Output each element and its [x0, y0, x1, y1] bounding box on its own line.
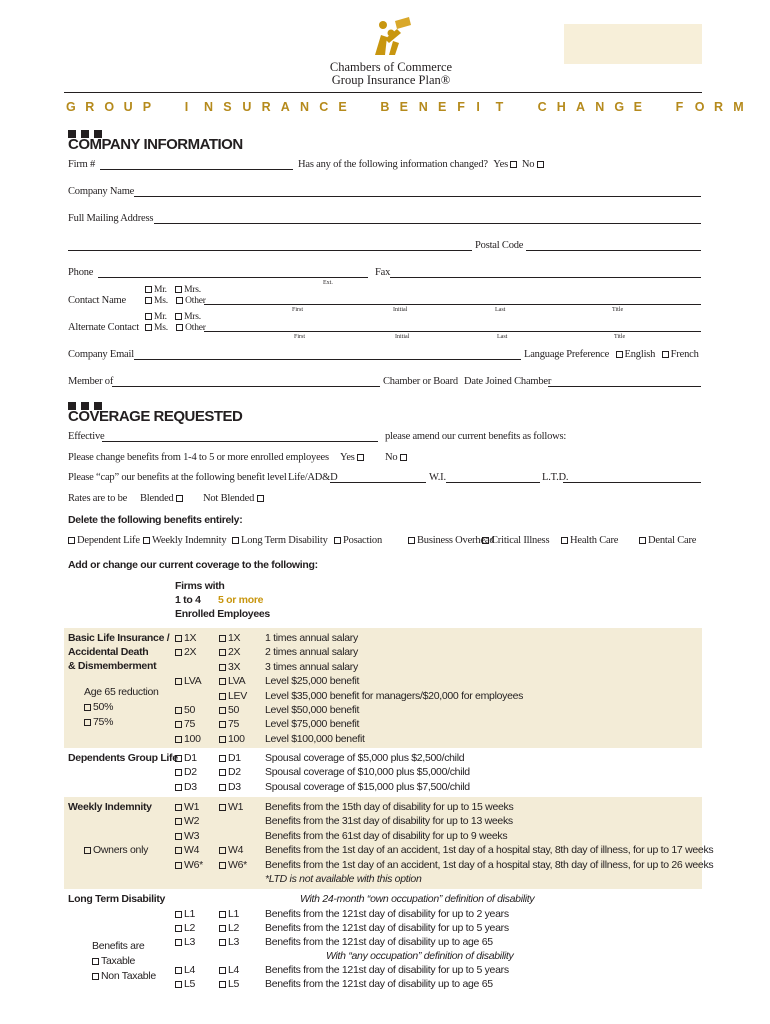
taxable: Taxable	[92, 955, 135, 967]
option-description: Benefits from the 121st day of disability up to age 65	[265, 936, 493, 948]
title-letter: F	[675, 100, 684, 114]
chamber-board-label: Chamber or Board	[383, 376, 458, 387]
option-checkbox[interactable]	[175, 911, 182, 918]
ltd-label: Long Term Disability	[68, 893, 166, 905]
change-no-checkbox[interactable]	[400, 454, 407, 461]
option: W6*	[219, 859, 247, 871]
option: W4	[219, 844, 243, 856]
email-label: Company Email	[68, 349, 134, 360]
option: L2	[175, 922, 195, 934]
french-checkbox[interactable]	[662, 351, 669, 358]
option: 100	[219, 733, 245, 745]
alt-contact-field[interactable]	[204, 331, 701, 332]
title-letter: S	[223, 100, 232, 114]
language-pref: Language Preference English French	[524, 349, 699, 360]
blended-checkbox[interactable]	[176, 495, 183, 502]
delete-item-checkbox[interactable]	[639, 537, 646, 544]
contact-other-checkbox[interactable]	[176, 297, 183, 304]
changed-yes-label: Yes	[493, 159, 508, 170]
alt-other-checkbox[interactable]	[176, 324, 183, 331]
title-letter: R	[714, 100, 724, 114]
option: 2X	[219, 646, 240, 658]
option-description: Benefits from the 15th day of disability for up to 15 weeks	[265, 801, 514, 813]
not-blended: Not Blended	[203, 493, 266, 504]
change-1-4-text: Please change benefits from 1-4 to 5 or more enrolled employees	[68, 452, 329, 463]
title-letter: F	[457, 100, 465, 114]
blended: Blended	[140, 493, 185, 504]
title-letter: G	[66, 100, 76, 114]
option-description: Level $35,000 benefit for managers/$20,000 for employees	[265, 689, 524, 702]
change-yes: Yes	[340, 452, 366, 463]
delete-item: Health Care	[561, 535, 618, 546]
cap-text: Please “cap” our benefits at the following benefit level	[68, 472, 287, 483]
basic-life-label-1: Basic Life Insurance /	[68, 632, 170, 644]
option: W3	[175, 830, 199, 842]
option: 2X	[175, 646, 196, 658]
delete-item: Dental Care	[639, 535, 696, 546]
basic-life-label-3: & Dismemberment	[68, 660, 157, 672]
add-heading: Add or change our current coverage to the following:	[68, 559, 318, 571]
logo-line-2: Group Insurance Plan®	[331, 73, 451, 87]
basic-life-label-2: Accidental Death	[68, 646, 149, 658]
dependents-label: Dependents Group Life	[68, 752, 178, 764]
ext-label: Ext.	[323, 280, 333, 286]
option: D1	[175, 752, 197, 764]
non-taxable-checkbox[interactable]	[92, 973, 99, 980]
delete-heading: Delete the following benefits entirely:	[68, 514, 243, 526]
option: D2	[219, 766, 241, 778]
firm-field[interactable]	[100, 169, 293, 170]
logo-line-1: Chambers of Commerce	[329, 60, 453, 74]
owners-only: Owners only	[84, 844, 148, 856]
option: L5	[219, 978, 239, 990]
company-name-field[interactable]	[134, 196, 701, 197]
contact-field[interactable]	[204, 304, 701, 305]
option-checkbox[interactable]	[219, 804, 226, 811]
title-letter: N	[300, 100, 310, 114]
option-checkbox[interactable]	[175, 833, 182, 840]
amend-text: please amend our current benefits as follows:	[385, 431, 567, 442]
company-heading: COMPANY INFORMATION	[68, 136, 243, 153]
phone-field[interactable]	[98, 277, 368, 278]
option-checkbox[interactable]	[175, 769, 182, 776]
alt-mrs-checkbox[interactable]	[175, 313, 182, 320]
option-checkbox[interactable]	[175, 847, 182, 854]
age65-50-checkbox[interactable]	[84, 704, 91, 711]
option-checkbox[interactable]	[175, 939, 182, 946]
option-description: Level $100,000 benefit	[265, 732, 365, 745]
option: 100	[175, 733, 201, 745]
english-checkbox[interactable]	[616, 351, 623, 358]
title-letter: E	[399, 100, 408, 114]
title-letter: N	[418, 100, 428, 114]
date-joined-label: Date Joined Chamber	[464, 376, 552, 387]
mailing-field[interactable]	[154, 223, 701, 224]
option-description: 3 times annual salary	[265, 660, 358, 673]
delete-item: Weekly Indemnity	[143, 535, 226, 546]
option: W4	[175, 844, 199, 856]
benefits-are: Benefits are	[92, 940, 145, 952]
contact-title-caption: Title	[612, 307, 624, 313]
contact-salutation-2: Ms. Other	[145, 296, 206, 306]
fax-field[interactable]	[390, 277, 701, 278]
option-checkbox[interactable]	[175, 721, 182, 728]
option-description: Benefits from the 1st day of an accident, 1st day of a hospital stay, 8th day of illness, for up to 17 weeks	[265, 844, 714, 857]
life-add-label: Life/AD&D	[288, 472, 338, 483]
postal-field[interactable]	[526, 250, 701, 251]
not-blended-checkbox[interactable]	[257, 495, 264, 502]
title-letter: R	[261, 100, 271, 114]
title-letter: H	[556, 100, 566, 114]
wi-field[interactable]	[446, 482, 540, 483]
contact-mr-checkbox[interactable]	[145, 286, 152, 293]
option-checkbox[interactable]	[219, 707, 226, 714]
coverage-heading: COVERAGE REQUESTED	[68, 408, 243, 425]
option: LVA	[175, 675, 201, 687]
option-checkbox[interactable]	[219, 693, 226, 700]
delete-item-checkbox[interactable]	[561, 537, 568, 544]
option-description: Level $50,000 benefit	[265, 704, 360, 716]
changed-no-label: No	[521, 159, 535, 170]
effective-field[interactable]	[102, 441, 378, 442]
change-no: No	[385, 452, 409, 463]
contact-label: Contact Name	[68, 295, 126, 306]
contact-last-caption: Last	[495, 307, 506, 313]
delete-item-checkbox[interactable]	[68, 537, 75, 544]
logo-mark-icon	[365, 15, 415, 59]
option-checkbox[interactable]	[219, 649, 226, 656]
title-letter: N	[595, 100, 605, 114]
delete-item: Dependent Life	[68, 535, 140, 546]
option-description: Benefits from the 1st day of an accident, 1st day of a hospital stay, 8th day of illness, for up to 26 weeks	[265, 858, 714, 871]
delete-item: Posaction	[334, 535, 382, 546]
option-description: Benefits from the 121st day of disability for up to 2 years	[265, 908, 509, 920]
option-checkbox[interactable]	[175, 862, 182, 869]
col-header-5: 5 or more	[218, 594, 264, 606]
option-description: Spousal coverage of $5,000 plus $2,500/child	[265, 752, 465, 764]
option-checkbox[interactable]	[175, 925, 182, 932]
option: 3X	[219, 661, 240, 673]
option-description: Level $25,000 benefit	[265, 675, 360, 688]
col-header-1-4: 1 to 4	[175, 594, 201, 606]
postal-label: Postal Code	[475, 240, 524, 251]
title-letter: M	[733, 100, 744, 114]
option-description: Benefits from the 31st day of disability for up to 13 weeks	[265, 815, 513, 828]
option-checkbox[interactable]	[219, 721, 226, 728]
option: L4	[219, 964, 239, 976]
contact-salutation-1: Mr. Mrs.	[145, 285, 201, 295]
own-occ-heading: With 24-month “own occupation” definition of disability	[300, 893, 535, 905]
firms-with: Firms with	[175, 580, 225, 592]
option-checkbox[interactable]	[219, 784, 226, 791]
mailing-label: Full Mailing Address	[68, 213, 154, 224]
option-description: 1 times annual salary	[265, 632, 358, 644]
date-joined-field[interactable]	[548, 386, 701, 387]
contact-initial-caption: Initial	[393, 307, 408, 313]
option-checkbox[interactable]	[175, 736, 182, 743]
rates-label: Rates are to be	[68, 493, 128, 504]
title-letter: T	[495, 100, 504, 114]
option-checkbox[interactable]	[175, 981, 182, 988]
option-checkbox[interactable]	[219, 769, 226, 776]
ltd-cap-label: L.T.D.	[542, 472, 569, 483]
alt-salutation-2: Ms. Other	[145, 323, 206, 333]
option: L3	[175, 936, 195, 948]
title-letter: E	[633, 100, 642, 114]
option: 75	[219, 718, 239, 730]
mailing-field-2[interactable]	[68, 250, 472, 251]
option: L2	[219, 922, 239, 934]
option: LVA	[219, 675, 245, 687]
title-letter: C	[537, 100, 547, 114]
option-checkbox[interactable]	[175, 784, 182, 791]
title-letter: P	[142, 100, 152, 114]
any-occ-heading: With “any occupation” definition of disability	[326, 950, 514, 962]
option-checkbox[interactable]	[175, 649, 182, 656]
title-letter: B	[380, 100, 390, 114]
delete-item-checkbox[interactable]	[482, 537, 489, 544]
phone-label: Phone	[68, 267, 94, 278]
top-rule	[64, 92, 702, 93]
option: 50	[219, 704, 239, 716]
alt-title-caption: Title	[614, 334, 626, 340]
title-letter: E	[338, 100, 347, 114]
weekly-note: *LTD is not available with this option	[265, 873, 422, 885]
owners-only-checkbox[interactable]	[84, 847, 91, 854]
option-checkbox[interactable]	[219, 925, 226, 932]
option-checkbox[interactable]	[219, 736, 226, 743]
basic-life-band	[64, 628, 702, 748]
life-add-field[interactable]	[330, 482, 426, 483]
option: D3	[175, 781, 197, 793]
option: 50	[175, 704, 195, 716]
changed-question: Has any of the following information changed? Yes No	[298, 159, 546, 170]
alt-salutation-1: Mr. Mrs.	[145, 312, 201, 322]
effective-label: Effective	[68, 431, 105, 442]
title-letter: R	[85, 100, 95, 114]
title-letter: A	[576, 100, 586, 114]
option: 1X	[219, 632, 240, 644]
taxable-checkbox[interactable]	[92, 958, 99, 965]
title-letter: E	[438, 100, 447, 114]
option: L1	[175, 908, 195, 920]
alt-mr-checkbox[interactable]	[145, 313, 152, 320]
weekly-label: Weekly Indemnity	[68, 801, 152, 813]
option: D1	[219, 752, 241, 764]
changed-yes-checkbox[interactable]	[510, 161, 517, 168]
contact-first-caption: First	[292, 307, 304, 313]
age65-50: 50%	[84, 701, 113, 713]
delete-item: Long Term Disability	[232, 535, 328, 546]
option-checkbox[interactable]	[219, 755, 226, 762]
option: 75	[175, 718, 195, 730]
title-letter: O	[104, 100, 115, 114]
title-letter: N	[204, 100, 214, 114]
age65-75-checkbox[interactable]	[84, 719, 91, 726]
option-checkbox[interactable]	[175, 678, 182, 685]
option-checkbox[interactable]	[175, 967, 182, 974]
member-field[interactable]	[112, 386, 380, 387]
member-label: Member of	[68, 376, 114, 387]
delete-item-checkbox[interactable]	[334, 537, 341, 544]
option-checkbox[interactable]	[219, 981, 226, 988]
title-letter: I	[476, 100, 480, 114]
enrolled-employees: Enrolled Employees	[175, 608, 270, 620]
option-description: Level $75,000 benefit	[265, 718, 360, 731]
changed-no-checkbox[interactable]	[537, 161, 544, 168]
option-checkbox[interactable]	[175, 804, 182, 811]
option-description: Spousal coverage of $15,000 plus $7,500/child	[265, 780, 470, 793]
alt-ms-checkbox[interactable]	[145, 324, 152, 331]
option-description: Spousal coverage of $10,000 plus $5,000/child	[265, 766, 470, 779]
ltd-cap-field[interactable]	[563, 482, 701, 483]
contact-mrs-checkbox[interactable]	[175, 286, 182, 293]
option-checkbox[interactable]	[219, 911, 226, 918]
option-checkbox[interactable]	[175, 755, 182, 762]
option-checkbox[interactable]	[219, 967, 226, 974]
delete-item-checkbox[interactable]	[408, 537, 415, 544]
option: D2	[175, 766, 197, 778]
logo-box	[564, 24, 702, 64]
title-letter: O	[694, 100, 705, 114]
contact-ms-checkbox[interactable]	[145, 297, 152, 304]
email-field[interactable]	[134, 359, 521, 360]
title-letter: I	[184, 100, 189, 114]
option-checkbox[interactable]	[219, 862, 226, 869]
option: W6*	[175, 859, 203, 871]
option-description: 2 times annual salary	[265, 646, 358, 659]
delete-item-checkbox[interactable]	[232, 537, 239, 544]
option-description: Benefits from the 121st day of disability up to age 65	[265, 978, 493, 990]
age65-75: 75%	[84, 716, 113, 728]
age65-label: Age 65 reduction	[84, 686, 159, 698]
option-checkbox[interactable]	[175, 707, 182, 714]
option-checkbox[interactable]	[219, 664, 226, 671]
alt-last-caption: Last	[497, 334, 508, 340]
non-taxable: Non Taxable	[92, 970, 156, 982]
option-checkbox[interactable]	[175, 818, 182, 825]
option: W1	[175, 801, 199, 813]
option: 1X	[175, 632, 196, 644]
delete-item-checkbox[interactable]	[143, 537, 150, 544]
option: D3	[219, 781, 241, 793]
option-checkbox[interactable]	[219, 678, 226, 685]
option: L5	[175, 978, 195, 990]
option-checkbox[interactable]	[219, 939, 226, 946]
change-yes-checkbox[interactable]	[357, 454, 364, 461]
firm-label: Firm #	[68, 159, 96, 170]
alt-contact-label: Alternate Contact	[68, 322, 139, 333]
option: L4	[175, 964, 195, 976]
title-letter: C	[319, 100, 329, 114]
wi-label: W.I.	[429, 472, 446, 483]
fax-label: Fax	[375, 267, 391, 278]
title-letter: U	[242, 100, 252, 114]
title-letter: U	[123, 100, 133, 114]
form-title	[66, 100, 744, 116]
delete-item: Business Overhead	[408, 535, 494, 546]
option-checkbox[interactable]	[175, 635, 182, 642]
option: LEV	[219, 690, 247, 702]
option-description: Benefits from the 121st day of disability for up to 5 years	[265, 964, 509, 976]
option-checkbox[interactable]	[219, 847, 226, 854]
option-description: Benefits from the 61st day of disability for up to 9 weeks	[265, 829, 508, 842]
alt-initial-caption: Initial	[395, 334, 410, 340]
title-letter: G	[614, 100, 625, 114]
company-name-label: Company Name	[68, 186, 135, 197]
option: L1	[219, 908, 239, 920]
option: W2	[175, 815, 199, 827]
alt-first-caption: First	[294, 334, 306, 340]
title-letter: A	[280, 100, 290, 114]
option: L3	[219, 936, 239, 948]
delete-item: Critical Illness	[482, 535, 549, 546]
option: W1	[219, 801, 243, 813]
option-description: Benefits from the 121st day of disability for up to 5 years	[265, 922, 509, 934]
option-checkbox[interactable]	[219, 635, 226, 642]
